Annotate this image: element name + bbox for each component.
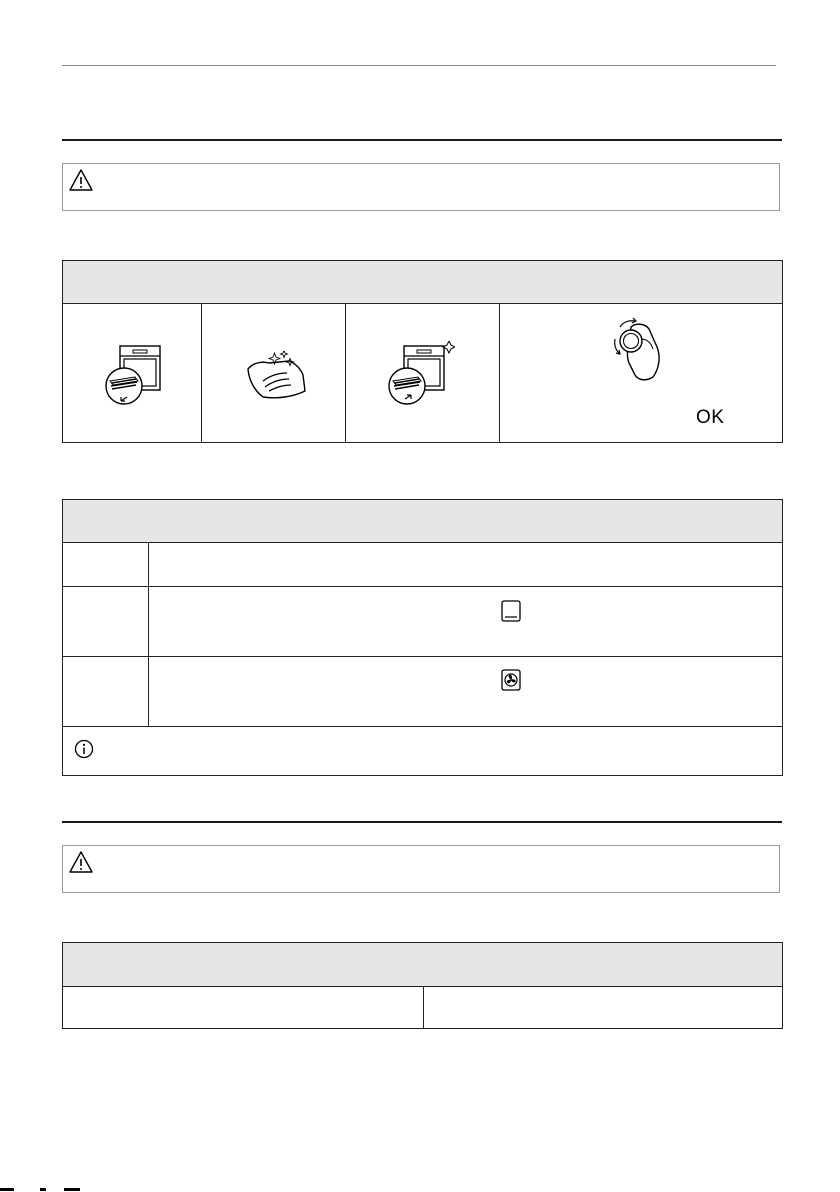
- column-divider: [148, 543, 149, 726]
- section-rule: [62, 139, 782, 141]
- cell-divider: [201, 304, 202, 442]
- warning-triangle-icon: [68, 850, 94, 874]
- page-edge-mark: [0, 1187, 90, 1192]
- header-rule: [62, 65, 776, 66]
- steps-table: [62, 260, 783, 443]
- cell-divider: [345, 304, 346, 442]
- knob-turn-icon: [609, 317, 665, 383]
- bottom-table: [62, 942, 783, 1029]
- bottom-table-header: [63, 943, 782, 987]
- warning-box: [62, 845, 780, 893]
- warning-triangle-icon: [68, 168, 94, 192]
- row-divider: [63, 656, 782, 657]
- oven-remove-accessory-icon: [105, 345, 165, 407]
- cloth-wipe-icon: [243, 351, 309, 401]
- row-divider: [63, 726, 782, 727]
- column-divider: [423, 987, 424, 1028]
- warning-box: [62, 163, 780, 211]
- row-divider: [63, 586, 782, 587]
- oven-insert-accessory-icon: [387, 341, 455, 407]
- cleaning-table-header: [63, 500, 782, 543]
- cleaning-table: [62, 499, 783, 776]
- info-circle-icon: [74, 739, 94, 759]
- steps-table-header: [63, 261, 782, 304]
- ok-button-label: OK: [696, 407, 725, 428]
- section-rule: [62, 821, 782, 823]
- cell-divider: [499, 304, 500, 442]
- oven-conventional-symbol-icon: [501, 600, 521, 622]
- oven-fan-symbol-icon: [501, 669, 521, 691]
